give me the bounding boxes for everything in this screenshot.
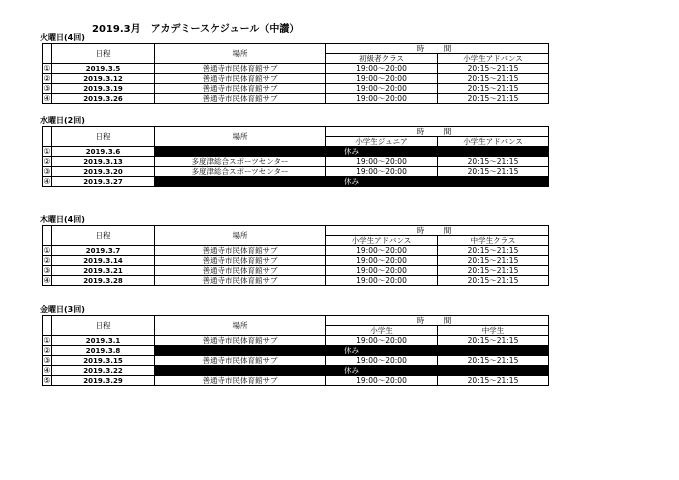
table-row [43,266,549,276]
session-number: ① [43,63,51,73]
session-time-2: 20:15～21:15 [438,84,549,94]
section-label-thursday: 木曜日(4回) [40,215,85,224]
session-date: 2019.3.28 [52,276,155,286]
header-row [43,44,549,54]
session-time-1: 19:00～20:00 [326,256,438,266]
rest-label: 休み [326,147,549,157]
session-date: 2019.3.19 [52,84,155,94]
session-time-1: 19:00～20:00 [326,94,438,104]
session-date: 2019.3.13 [52,157,155,167]
session-number: ③ [43,355,51,365]
table-row [43,276,549,286]
schedule-table [42,126,549,187]
rest-cell [155,147,326,157]
table-row [43,94,549,104]
rest-label: 休み [326,366,549,376]
session-date: 2019.3.5 [52,64,155,74]
session-time-2: 20:15～21:15 [438,64,549,74]
session-number: ② [43,73,51,83]
session-place: 善通寺市民体育館サブ [155,266,326,276]
header-row [43,226,549,236]
header-number [43,127,52,147]
session-date: 2019.3.1 [52,336,155,346]
session-number: ③ [43,265,51,275]
session-time-1: 19:00～20:00 [326,276,438,286]
section-label-friday: 金曜日(3回) [40,305,85,314]
session-time-2: 20:15～21:15 [438,356,549,366]
header-class-1: 小学生ジュニア [326,137,438,147]
header-time: 時 間 [326,44,549,54]
header-time: 時 間 [326,226,549,236]
table-row [43,336,549,346]
table-row [43,256,549,266]
header-date: 日程 [52,127,155,147]
table-row [43,177,549,187]
session-number: ④ [43,365,51,375]
session-place: 善通寺市民体育館サブ [155,74,326,84]
session-number: ④ [43,176,51,186]
session-place: 善通寺市民体育館サブ [155,256,326,266]
session-date: 2019.3.29 [52,376,155,386]
table-row [43,346,549,356]
session-place: 善通寺市民体育館サブ [155,94,326,104]
header-place: 場所 [155,226,326,246]
table-row [43,74,549,84]
session-place: 善通寺市民体育館サブ [155,276,326,286]
schedule-table [42,225,549,286]
header-number [43,316,52,336]
table-row [43,167,549,177]
header-place: 場所 [155,316,326,336]
session-time-1: 19:00～20:00 [326,167,438,177]
session-time-1: 19:00～20:00 [326,64,438,74]
header-number [43,44,52,64]
session-time-1: 19:00～20:00 [326,74,438,84]
header-class-1: 小学生 [326,326,438,336]
session-time-2: 20:15～21:15 [438,336,549,346]
session-number: ④ [43,275,51,285]
header-class-2: 中学生クラス [438,236,549,246]
session-number: ① [43,245,51,255]
session-time-2: 20:15～21:15 [438,74,549,84]
header-date: 日程 [52,226,155,246]
session-time-2: 20:15～21:15 [438,246,549,256]
page-title: 2019.3月 アカデミースケジュール（中讃） [92,24,300,35]
rest-cell [155,366,326,376]
session-time-1: 19:00～20:00 [326,266,438,276]
session-number: ① [43,146,51,156]
table-row [43,356,549,366]
header-place: 場所 [155,44,326,64]
section-label-tuesday: 火曜日(4回) [40,33,85,42]
session-place: 善通寺市民体育館サブ [155,246,326,256]
header-row [43,127,549,137]
session-number: ① [43,335,51,345]
rest-label: 休み [326,177,549,187]
session-date: 2019.3.7 [52,246,155,256]
session-place: 善通寺市民体育館サブ [155,84,326,94]
session-date: 2019.3.26 [52,94,155,104]
header-date: 日程 [52,44,155,64]
header-class-2: 中学生 [438,326,549,336]
table-row [43,84,549,94]
schedule-section-tuesday [42,43,548,104]
session-time-1: 19:00～20:00 [326,336,438,346]
schedule-table [42,315,549,386]
session-number: ② [43,255,51,265]
session-time-2: 20:15～21:15 [438,266,549,276]
table-row [43,366,549,376]
section-label-wednesday: 水曜日(2回) [40,116,85,125]
header-date: 日程 [52,316,155,336]
table-row [43,376,549,386]
session-date: 2019.3.22 [52,366,155,376]
session-number: ③ [43,83,51,93]
session-time-2: 20:15～21:15 [438,256,549,266]
session-date: 2019.3.21 [52,266,155,276]
session-place: 善通寺市民体育館サブ [155,376,326,386]
header-class-2: 小学生アドバンス [438,137,549,147]
rest-label: 休み [326,346,549,356]
session-number: ⑤ [43,375,51,385]
table-row [43,246,549,256]
schedule-table [42,43,549,104]
session-number: ④ [43,93,51,103]
session-time-1: 19:00～20:00 [326,157,438,167]
session-date: 2019.3.27 [52,177,155,187]
schedule-section-friday [42,315,548,386]
session-place: 多度津総合スポーツセンター [155,167,326,177]
session-time-2: 20:15～21:15 [438,157,549,167]
session-time-1: 19:00～20:00 [326,356,438,366]
session-date: 2019.3.12 [52,74,155,84]
header-class-1: 小学生アドバンス [326,236,438,246]
session-time-2: 20:15～21:15 [438,276,549,286]
session-time-1: 19:00～20:00 [326,246,438,256]
session-place: 多度津総合スポーツセンター [155,157,326,167]
session-number: ③ [43,166,51,176]
header-number [43,226,52,246]
session-time-2: 20:15～21:15 [438,167,549,177]
session-time-2: 20:15～21:15 [438,376,549,386]
schedule-section-wednesday [42,126,548,187]
session-date: 2019.3.6 [52,147,155,157]
header-place: 場所 [155,127,326,147]
session-date: 2019.3.8 [52,346,155,356]
rest-cell [155,346,326,356]
session-date: 2019.3.14 [52,256,155,266]
session-date: 2019.3.15 [52,356,155,366]
session-number: ② [43,345,51,355]
session-time-1: 19:00～20:00 [326,376,438,386]
session-place: 善通寺市民体育館サブ [155,356,326,366]
header-row [43,316,549,326]
table-row [43,64,549,74]
header-time: 時 間 [326,316,549,326]
header-time: 時 間 [326,127,549,137]
session-time-1: 19:00～20:00 [326,84,438,94]
schedule-section-thursday [42,225,548,286]
rest-cell [155,177,326,187]
session-number: ② [43,156,51,166]
session-place: 善通寺市民体育館サブ [155,336,326,346]
table-row [43,147,549,157]
header-class-1: 初級者クラス [326,54,438,64]
session-date: 2019.3.20 [52,167,155,177]
table-row [43,157,549,167]
header-class-2: 小学生アドバンス [438,54,549,64]
session-time-2: 20:15～21:15 [438,94,549,104]
session-place: 善通寺市民体育館サブ [155,64,326,74]
